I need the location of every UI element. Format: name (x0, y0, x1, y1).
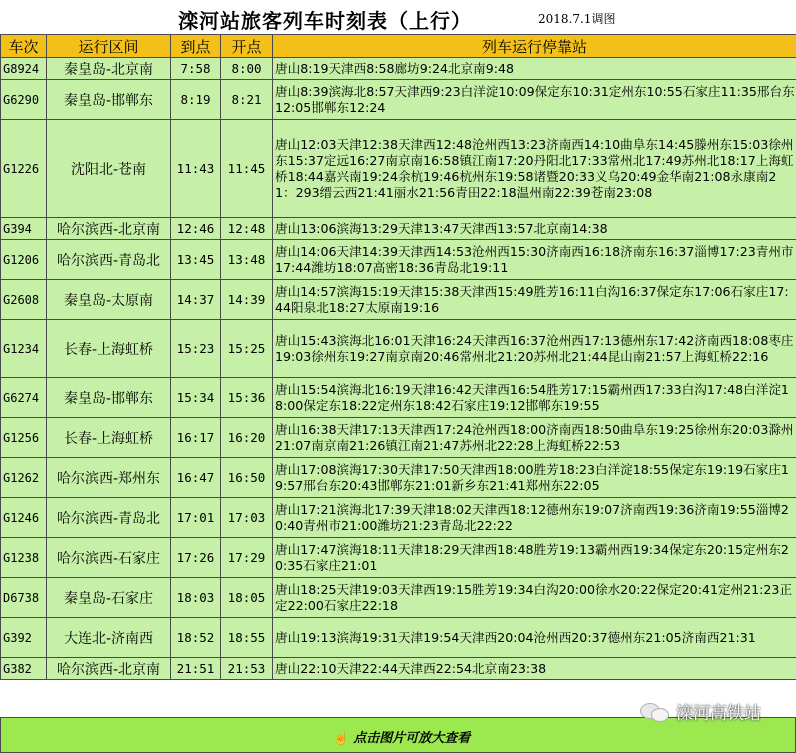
title-bar (0, 0, 796, 34)
route: 哈尔滨西-北京南 (47, 658, 171, 680)
page-title: 滦河站旅客列车时刻表（上行） (178, 9, 472, 33)
stops: 唐山14:57滨海15:19天津15:38天津西15:49胜芳16:11白沟16:37保定东17:06石家庄17:44阳泉北18:27太原南19:16 (273, 280, 796, 320)
table-row (1, 578, 796, 618)
zoom-hint[interactable] (333, 727, 470, 746)
arrival-time: 15:34 (171, 378, 221, 418)
stops: 唐山12:03天津12:38天津西12:48沧州西13:23济南西14:10曲阜东14:45滕州东15:03徐州东15:37定远16:27南京南16:58镇江南17:20丹阳北17:33常州北17:49苏州北18:17上海虹桥18:44嘉兴南19:24余杭19:46杭州东19:58诸暨20:33义乌20:49金华南21:08永康南21：293缙云西21:41丽水21:56青田22:18温州南22:39苍南23:08 (273, 120, 796, 218)
train-number: G1234 (1, 320, 47, 378)
table-row (1, 240, 796, 280)
departure-time: 11:45 (221, 120, 273, 218)
stops: 唐山15:54滨海北16:19天津16:42天津西16:54胜芳17:15霸州西17:33白沟17:48白洋淀18:00保定东18:22定州东18:42石家庄19:12邯郸东19:55 (273, 378, 796, 418)
table-row (1, 538, 796, 578)
route: 哈尔滨西-北京南 (47, 218, 171, 240)
arrival-time: 16:17 (171, 418, 221, 458)
table-row (1, 418, 796, 458)
departure-time: 18:05 (221, 578, 273, 618)
column-header-arrive: 到点 (171, 35, 221, 58)
table-row (1, 498, 796, 538)
route: 秦皇岛-石家庄 (47, 578, 171, 618)
train-number: G6290 (1, 80, 47, 120)
train-number: G8924 (1, 58, 47, 80)
table-row (1, 218, 796, 240)
arrival-time: 17:01 (171, 498, 221, 538)
departure-time: 17:03 (221, 498, 273, 538)
route: 哈尔滨西-石家庄 (47, 538, 171, 578)
departure-time: 21:53 (221, 658, 273, 680)
route: 秦皇岛-北京南 (47, 58, 171, 80)
stops: 唐山18:25天津19:03天津西19:15胜芳19:34白沟20:00徐水20:22保定20:41定州21:23正定22:00石家庄22:18 (273, 578, 796, 618)
route: 长春-上海虹桥 (47, 418, 171, 458)
route: 哈尔滨西-青岛北 (47, 240, 171, 280)
train-number: G2608 (1, 280, 47, 320)
train-number: G1206 (1, 240, 47, 280)
train-number: G1256 (1, 418, 47, 458)
departure-time: 15:36 (221, 378, 273, 418)
table-row (1, 320, 796, 378)
departure-time: 16:50 (221, 458, 273, 498)
watermark (640, 698, 761, 724)
train-number: G382 (1, 658, 47, 680)
table-row (1, 458, 796, 498)
route: 哈尔滨西-郑州东 (47, 458, 171, 498)
departure-time: 8:00 (221, 58, 273, 80)
departure-time: 14:39 (221, 280, 273, 320)
table-row (1, 658, 796, 680)
arrival-time: 8:19 (171, 80, 221, 120)
table-header-row (1, 35, 796, 58)
departure-time: 16:20 (221, 418, 273, 458)
departure-time: 8:21 (221, 80, 273, 120)
departure-time: 15:25 (221, 320, 273, 378)
pointing-hand-icon: ☝ (333, 731, 350, 746)
stops: 唐山17:47滨海18:11天津18:29天津西18:48胜芳19:13霸州西19:34保定东20:15定州东20:35石家庄21:01 (273, 538, 796, 578)
stops: 唐山13:06滨海13:29天津13:47天津西13:57北京南14:38 (273, 218, 796, 240)
column-header-route: 运行区间 (47, 35, 171, 58)
train-number: G1246 (1, 498, 47, 538)
departure-time: 13:48 (221, 240, 273, 280)
route: 长春-上海虹桥 (47, 320, 171, 378)
route: 秦皇岛-邯郸东 (47, 80, 171, 120)
zoom-hint-text: 点击图片可放大查看 (353, 731, 471, 746)
departure-time: 17:29 (221, 538, 273, 578)
table-row (1, 58, 796, 80)
column-header-train: 车次 (1, 35, 47, 58)
departure-time: 18:55 (221, 618, 273, 658)
train-number: G1238 (1, 538, 47, 578)
schedule-date: 2018.7.1调图 (538, 12, 616, 26)
train-number: G394 (1, 218, 47, 240)
route: 哈尔滨西-青岛北 (47, 498, 171, 538)
table-row (1, 80, 796, 120)
departure-time: 12:48 (221, 218, 273, 240)
stops: 唐山16:38天津17:13天津西17:24沧州西18:00济南西18:50曲阜东19:25徐州东20:03滁州21:07南京南21:26镇江南21:47苏州北22:28上海虹桥22:53 (273, 418, 796, 458)
train-number: G1262 (1, 458, 47, 498)
watermark-text: 滦河高铁站 (676, 703, 761, 724)
arrival-time: 17:26 (171, 538, 221, 578)
timetable (0, 34, 796, 680)
train-number: G392 (1, 618, 47, 658)
train-number: G6274 (1, 378, 47, 418)
table-row (1, 280, 796, 320)
stops: 唐山8:19天津西8:58廊坊9:24北京南9:48 (273, 58, 796, 80)
arrival-time: 7:58 (171, 58, 221, 80)
route: 大连北-济南西 (47, 618, 171, 658)
route: 秦皇岛-太原南 (47, 280, 171, 320)
stops: 唐山17:08滨海17:30天津17:50天津西18:00胜芳18:23白洋淀18:55保定东19:19石家庄19:57邢台东20:43邯郸东21:01新乡东21:41郑州东22:05 (273, 458, 796, 498)
arrival-time: 12:46 (171, 218, 221, 240)
table-row (1, 378, 796, 418)
arrival-time: 14:37 (171, 280, 221, 320)
arrival-time: 13:45 (171, 240, 221, 280)
column-header-depart: 开点 (221, 35, 273, 58)
route: 秦皇岛-邯郸东 (47, 378, 171, 418)
stops: 唐山17:21滨海北17:39天津18:02天津西18:12德州东19:07济南西19:36济南19:55淄博20:40青州市21:00潍坊21:23青岛北22:22 (273, 498, 796, 538)
column-header-stops: 列车运行停靠站 (273, 35, 796, 58)
arrival-time: 18:03 (171, 578, 221, 618)
table-row (1, 618, 796, 658)
stops: 唐山22:10天津22:44天津西22:54北京南23:38 (273, 658, 796, 680)
stops: 唐山8:39滨海北8:57天津西9:23白洋淀10:09保定东10:31定州东10:55石家庄11:35邢台东12:05邯郸东12:24 (273, 80, 796, 120)
arrival-time: 15:23 (171, 320, 221, 378)
stops: 唐山15:43滨海北16:01天津16:24天津西16:37沧州西17:13德州东17:42济南西18:08枣庄19:03徐州东19:27南京南20:46常州北21:20苏州北21:44昆山南21:57上海虹桥22:16 (273, 320, 796, 378)
arrival-time: 11:43 (171, 120, 221, 218)
train-number: D6738 (1, 578, 47, 618)
table-row (1, 120, 796, 218)
arrival-time: 21:51 (171, 658, 221, 680)
route: 沈阳北-苍南 (47, 120, 171, 218)
stops: 唐山14:06天津14:39天津西14:53沧州西15:30济南西16:18济南东16:37淄博17:23青州市17:44潍坊18:07高密18:36青岛北19:11 (273, 240, 796, 280)
stops: 唐山19:13滨海19:31天津19:54天津西20:04沧州西20:37德州东21:05济南西21:31 (273, 618, 796, 658)
wechat-icon (640, 700, 670, 722)
train-number: G1226 (1, 120, 47, 218)
arrival-time: 18:52 (171, 618, 221, 658)
arrival-time: 16:47 (171, 458, 221, 498)
